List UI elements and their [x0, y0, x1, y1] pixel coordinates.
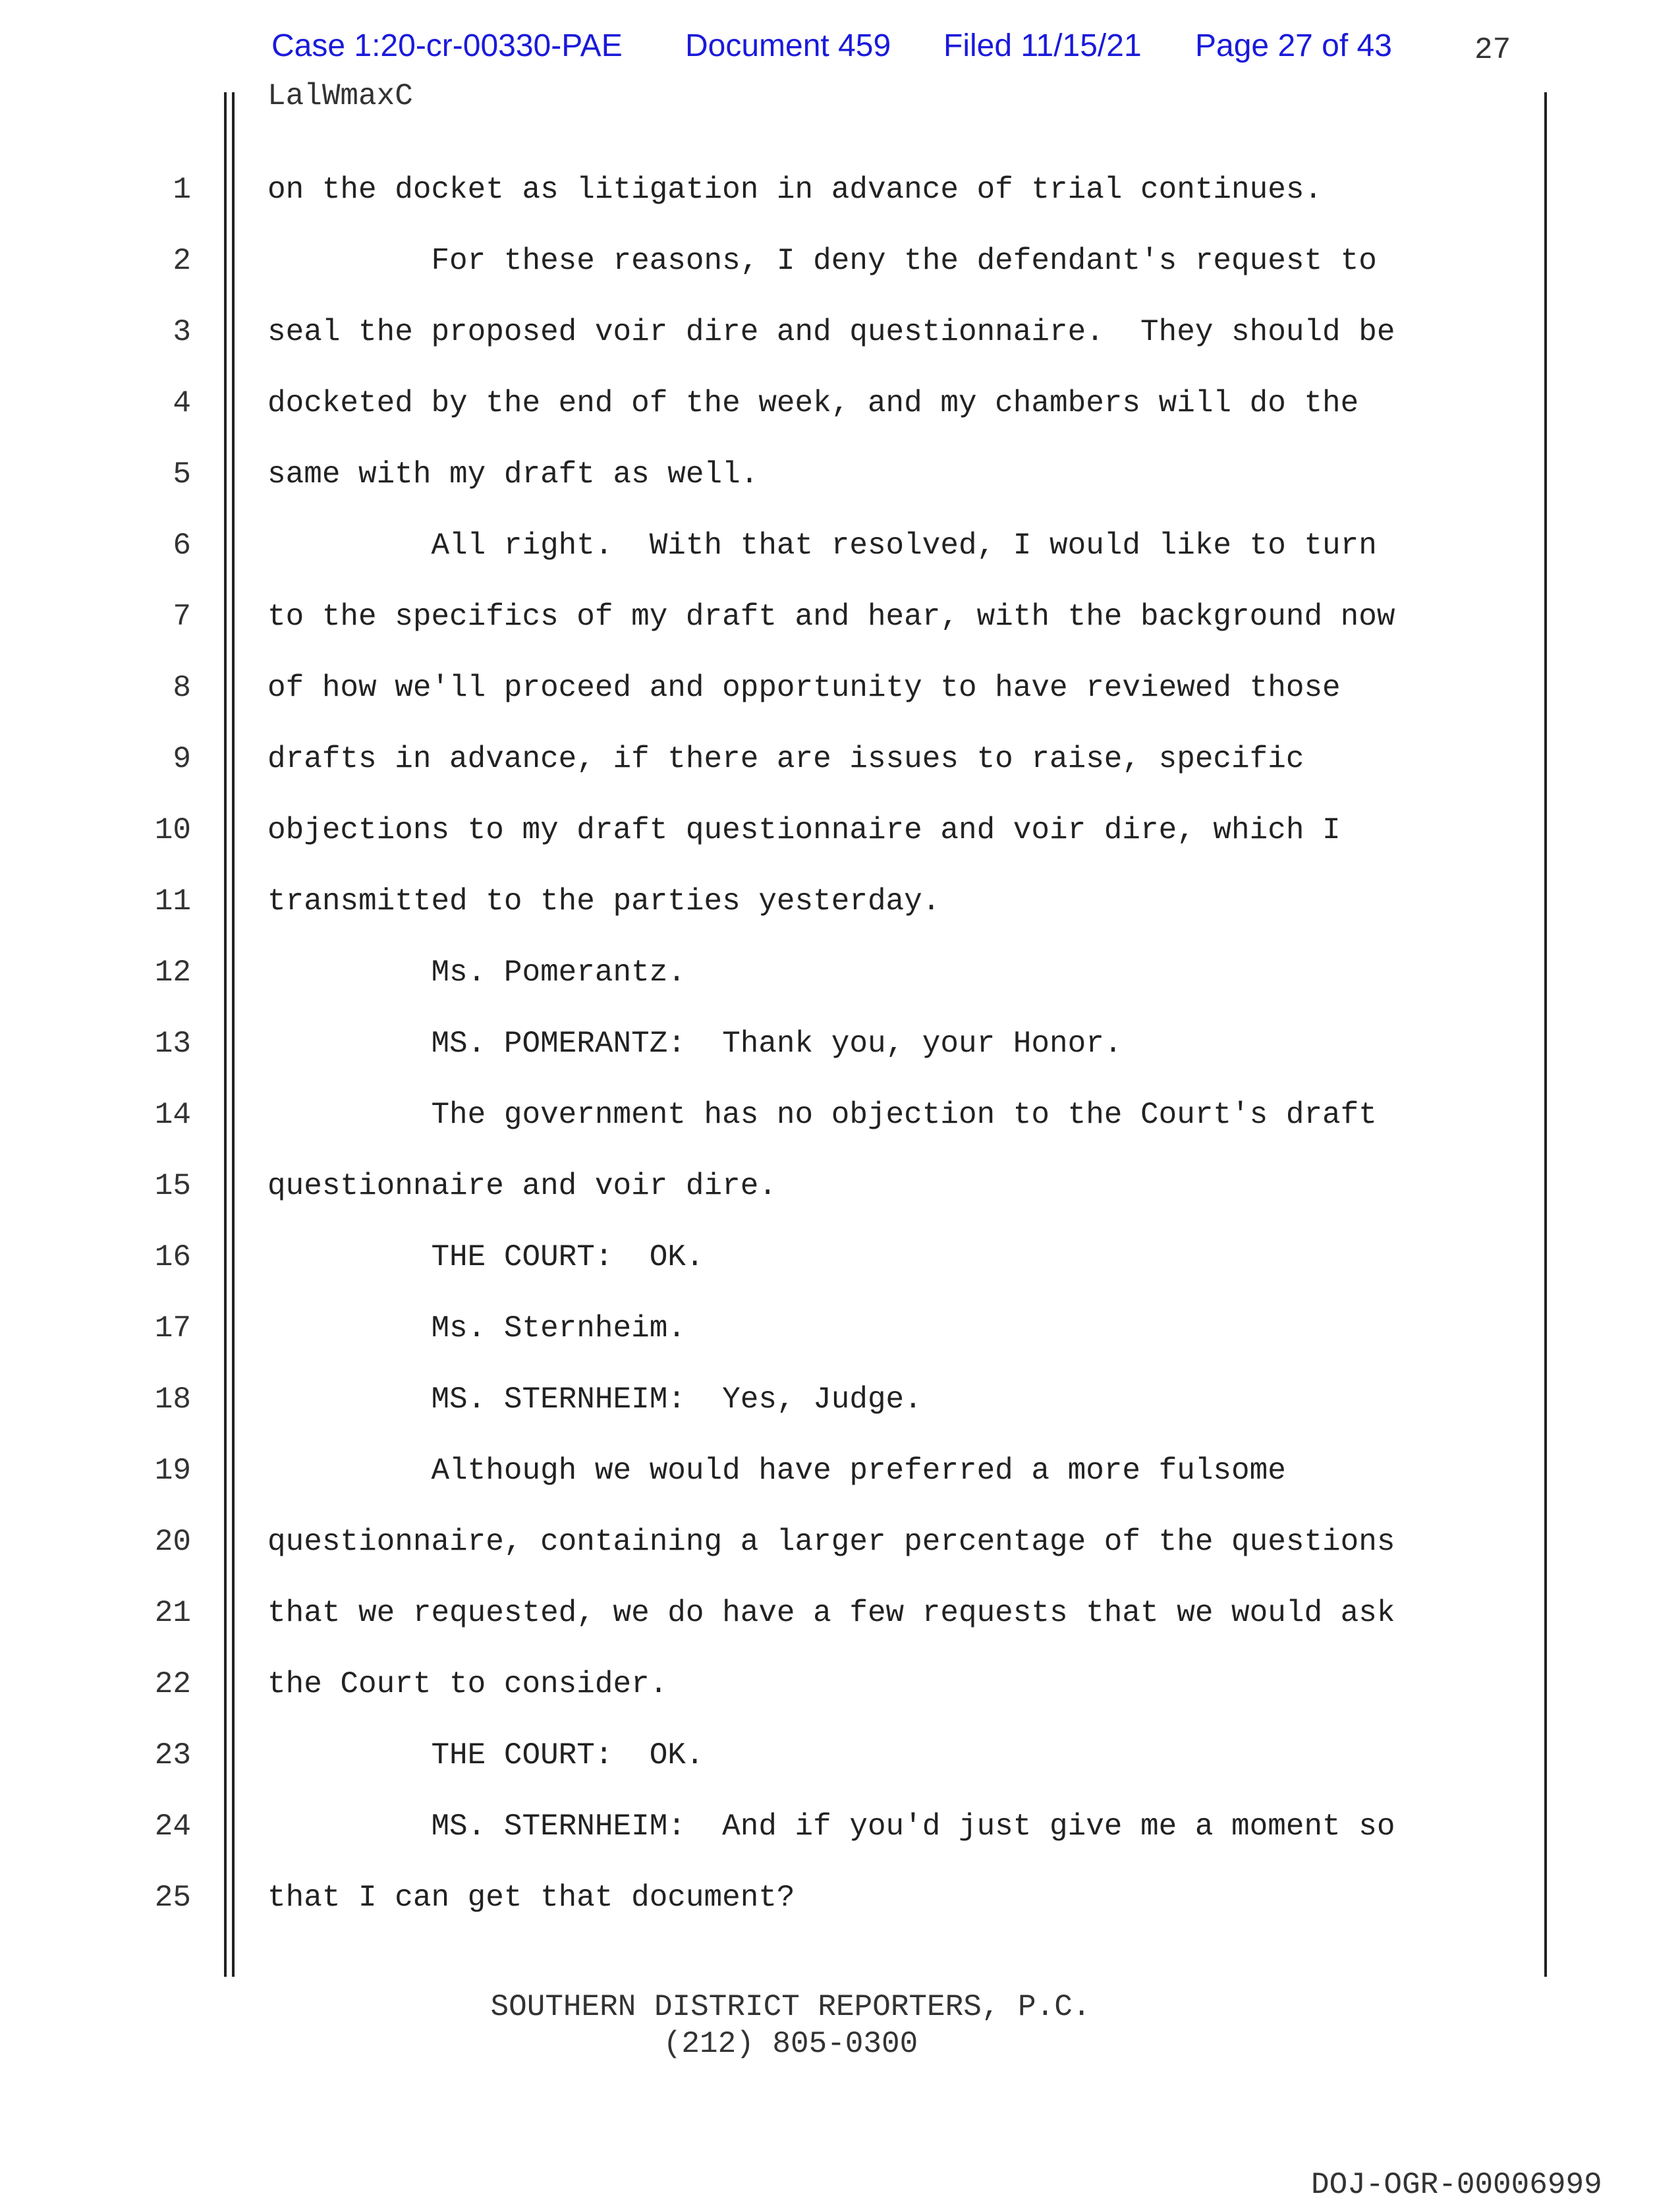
transcript-line: to the specifics of my draft and hear, with the background now — [267, 600, 1395, 634]
transcript-line: Ms. Sternheim. — [267, 1311, 686, 1346]
line-number: 5 — [173, 457, 191, 492]
transcript-line: Ms. Pomerantz. — [267, 955, 686, 990]
right-margin-rule — [1544, 92, 1547, 1977]
transcript-line: questionnaire and voir dire. — [267, 1169, 777, 1203]
transcript-line: seal the proposed voir dire and questionnaire. They should be — [267, 315, 1395, 349]
header-page-count: Page 27 of 43 — [1195, 28, 1392, 63]
line-number: 20 — [154, 1525, 191, 1559]
line-number: 15 — [154, 1169, 191, 1203]
line-number: 22 — [154, 1667, 191, 1701]
line-number: 16 — [154, 1240, 191, 1274]
line-number: 3 — [173, 315, 191, 349]
transcript-line: docketed by the end of the week, and my chambers will do the — [267, 386, 1359, 420]
line-number: 6 — [173, 528, 191, 563]
bates-number: DOJ-OGR-00006999 — [1311, 2168, 1602, 2202]
line-number: 1 — [173, 173, 191, 207]
transcript-line: MS. STERNHEIM: Yes, Judge. — [267, 1382, 922, 1417]
transcript-line: All right. With that resolved, I would like to turn — [267, 528, 1377, 563]
left-margin-rule-outer — [224, 92, 227, 1977]
line-number: 21 — [154, 1596, 191, 1630]
reporter-phone: (212) 805-0300 — [663, 2027, 918, 2061]
header-filed-date: Filed 11/15/21 — [943, 28, 1142, 63]
line-number: 10 — [154, 813, 191, 847]
left-margin-rule-inner — [232, 92, 235, 1977]
transcript-line: Although we would have preferred a more fulsome — [267, 1454, 1286, 1488]
transcript-line: questionnaire, containing a larger percentage of the questions — [267, 1525, 1395, 1559]
transcript-line: that I can get that document? — [267, 1881, 795, 1915]
transcript-line: same with my draft as well. — [267, 457, 759, 492]
transcript-line: For these reasons, I deny the defendant's request to — [267, 244, 1377, 278]
line-number: 12 — [154, 955, 191, 990]
transcript-line: objections to my draft questionnaire and voir dire, which I — [267, 813, 1341, 847]
transcript-line: the Court to consider. — [267, 1667, 668, 1701]
line-number: 25 — [154, 1881, 191, 1915]
line-number: 13 — [154, 1027, 191, 1061]
line-number: 19 — [154, 1454, 191, 1488]
transcript-line: The government has no objection to the Court's draft — [267, 1098, 1377, 1132]
transcript-line: of how we'll proceed and opportunity to have reviewed those — [267, 671, 1341, 705]
line-number: 17 — [154, 1311, 191, 1346]
header-case-number: Case 1:20-cr-00330-PAE — [271, 28, 623, 63]
line-number: 14 — [154, 1098, 191, 1132]
transcript-line: drafts in advance, if there are issues to raise, specific — [267, 742, 1304, 776]
line-number: 9 — [173, 742, 191, 776]
transcript-page-number: 27 — [1474, 33, 1511, 67]
line-number: 24 — [154, 1809, 191, 1844]
reporter-footer — [0, 1989, 1581, 2062]
transcript-line: on the docket as litigation in advance of trial continues. — [267, 173, 1323, 207]
line-number: 8 — [173, 671, 191, 705]
transcript-line: THE COURT: OK. — [267, 1240, 704, 1274]
line-number: 23 — [154, 1738, 191, 1772]
line-number: 11 — [154, 884, 191, 919]
transcript-line: MS. POMERANTZ: Thank you, your Honor. — [267, 1027, 1123, 1061]
transcript-line: THE COURT: OK. — [267, 1738, 704, 1772]
line-number: 4 — [173, 386, 191, 420]
line-number: 18 — [154, 1382, 191, 1417]
line-number: 2 — [173, 244, 191, 278]
transcript-line: transmitted to the parties yesterday. — [267, 884, 941, 919]
header-document-number: Document 459 — [685, 28, 891, 63]
transcript-line: that we requested, we do have a few requests that we would ask — [267, 1596, 1395, 1630]
transcript-line: MS. STERNHEIM: And if you'd just give me a moment so — [267, 1809, 1395, 1844]
line-number: 7 — [173, 600, 191, 634]
reporter-name: SOUTHERN DISTRICT REPORTERS, P.C. — [490, 1990, 1091, 2024]
case-code: LalWmaxC — [267, 79, 413, 113]
